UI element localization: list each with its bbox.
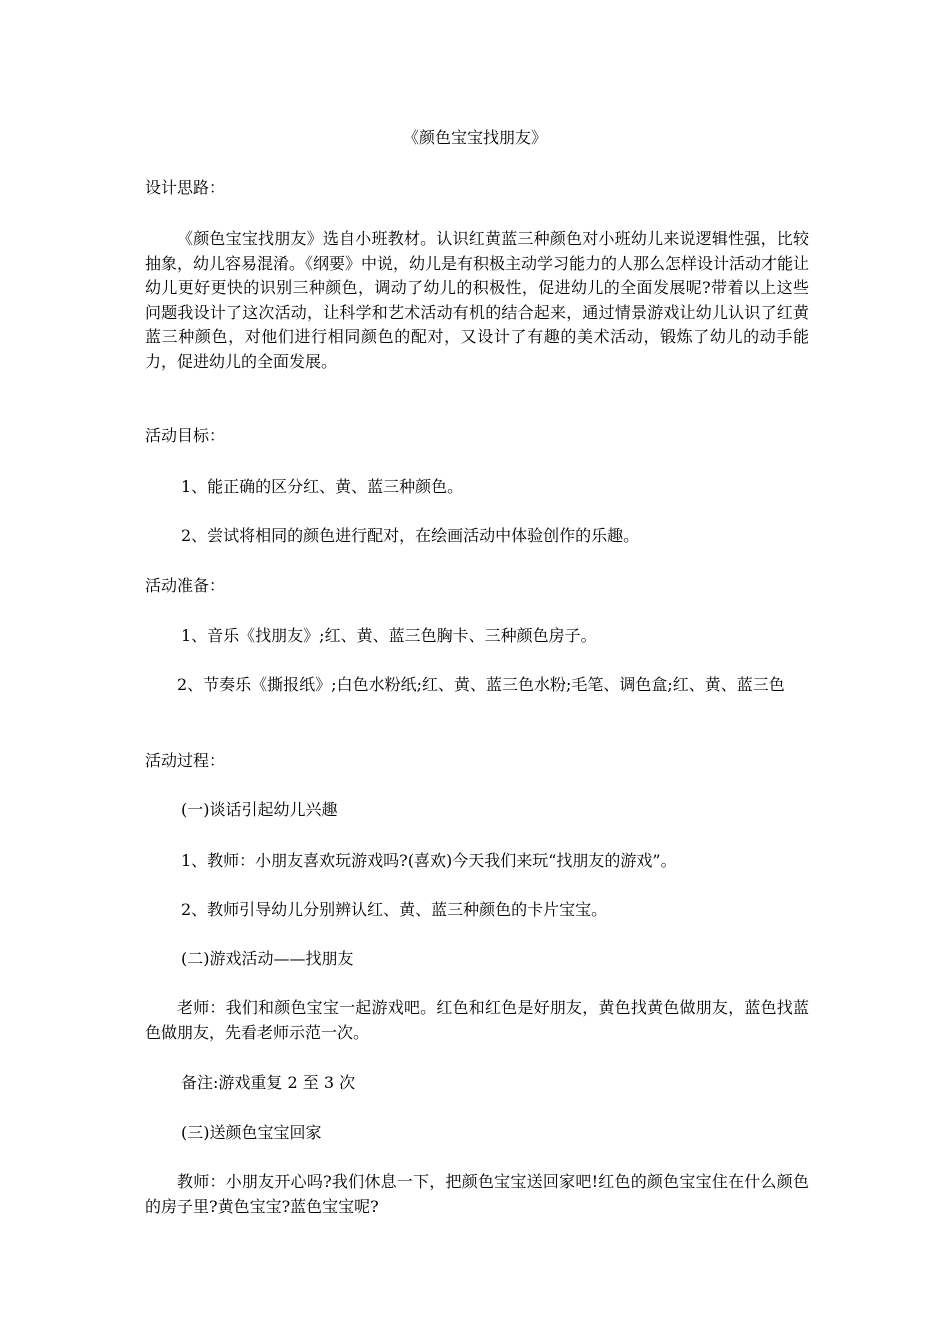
goal-item-2: 2、尝试将相同的颜色进行配对，在绘画活动中体验创作的乐趣。	[181, 526, 640, 545]
document-title: 《颜色宝宝找朋友》	[402, 128, 547, 147]
process-section-1: (一)谈话引起幼儿兴趣	[181, 800, 338, 819]
process-section-2: (二)游戏活动——找朋友	[181, 949, 354, 968]
design-idea-heading: 设计思路：	[145, 178, 226, 197]
preparation-item-1: 1、音乐《找朋友》;红、黄、蓝三色胸卡、三种颜色房子。	[181, 626, 597, 645]
preparation-heading: 活动准备：	[145, 576, 226, 595]
game-note: 备注:游戏重复 2 至 3 次	[181, 1073, 356, 1092]
teacher-game-paragraph: 老师：我们和颜色宝宝一起游戏吧。红色和红色是好朋友，黄色找黄色做朋友，蓝色找蓝色做朋友，先看老师示范一次。	[145, 998, 809, 1042]
teacher-home-paragraph: 教师：小朋友开心吗?我们休息一下，把颜色宝宝送回家吧!红色的颜色宝宝住在什么颜色的房子里?黄色宝宝?蓝色宝宝呢?	[145, 1172, 809, 1216]
process-step-2: 2、教师引导幼儿分别辨认红、黄、蓝三种颜色的卡片宝宝。	[181, 900, 608, 919]
goal-item-1: 1、能正确的区分红、黄、蓝三种颜色。	[181, 477, 464, 496]
design-idea-paragraph: 《颜色宝宝找朋友》选自小班教材。认识红黄蓝三种颜色对小班幼儿来说逻辑性强，比较抽象，幼儿容易混淆。《纲要》中说，幼儿是有积极主动学习能力的人那么怎样设计活动才能让幼儿更好更快的识别三种颜色，调动了幼儿的积极性，促进幼儿的全面发展呢?带着以上这些问题我设计了这次活动，让科学和艺术活动有机的结合起来，通过情景游戏让幼儿认识了红黄蓝三种颜色，对他们进行相同颜色的配对，又设计了有趣的美术活动，锻炼了幼儿的动手能力，促进幼儿的全面发展。	[145, 229, 810, 371]
process-step-1: 1、教师：小朋友喜欢玩游戏吗?(喜欢)今天我们来玩“找朋友的游戏”。	[181, 851, 677, 870]
preparation-item-2: 2、节奏乐《撕报纸》;白色水粉纸;红、黄、蓝三色水粉;毛笔、调色盒;红、黄、蓝三色	[177, 675, 785, 694]
process-section-3: (三)送颜色宝宝回家	[181, 1123, 322, 1142]
process-heading: 活动过程：	[145, 751, 226, 770]
goals-heading: 活动目标：	[145, 426, 226, 445]
